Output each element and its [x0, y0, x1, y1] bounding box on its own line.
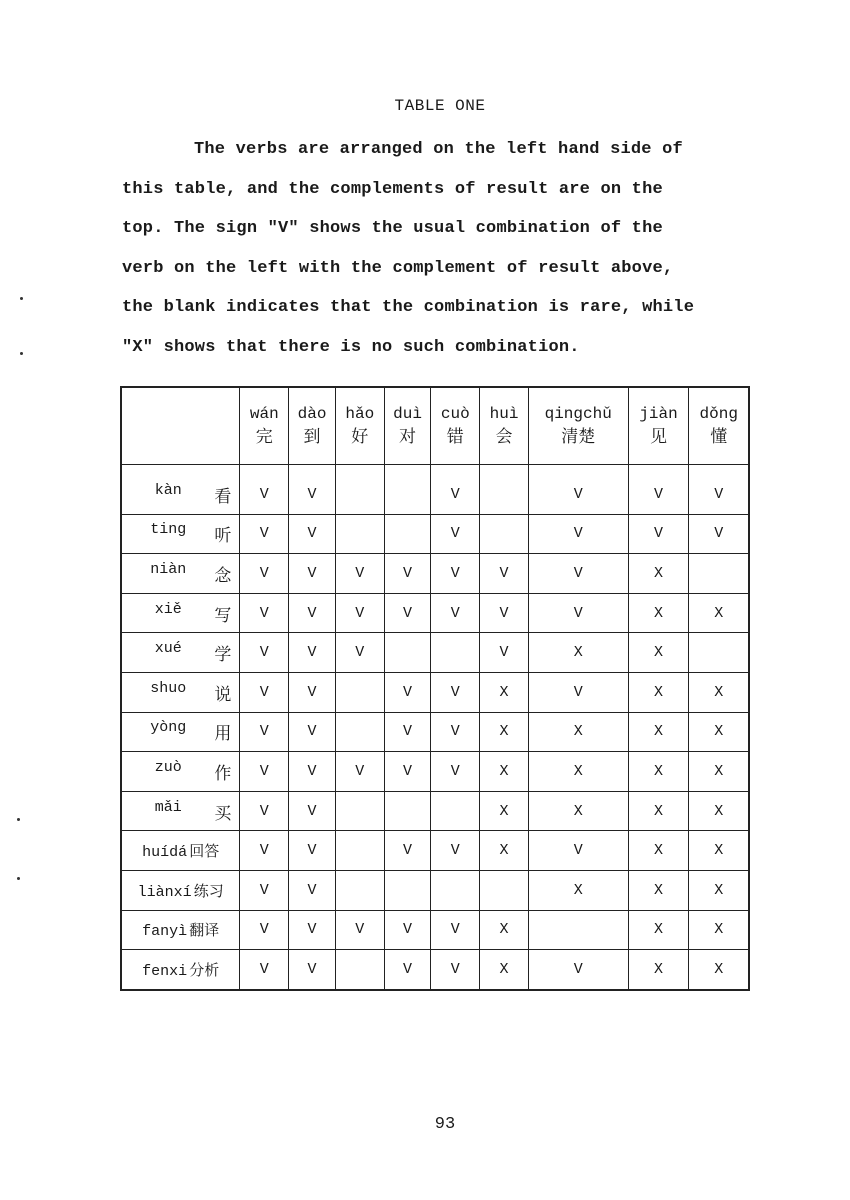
mark-cell: V — [384, 554, 431, 594]
mark-cell: X — [480, 752, 529, 792]
mark-cell — [431, 633, 480, 673]
verb-cell — [121, 672, 240, 712]
table-row — [121, 554, 749, 594]
mark-cell — [384, 514, 431, 554]
mark-cell: V — [240, 554, 289, 594]
mark-cell: X — [689, 870, 749, 910]
column-header — [335, 387, 384, 465]
verb-cell — [121, 514, 240, 554]
column-header — [528, 387, 628, 465]
table-row — [121, 910, 749, 950]
column-pinyin: huì — [489, 405, 519, 423]
mark-cell: X — [628, 831, 689, 871]
mark-cell: X — [628, 593, 689, 633]
verb-cell — [121, 791, 240, 831]
mark-cell — [335, 465, 384, 515]
paragraph-line: The verbs are arranged on the left hand side of — [194, 140, 683, 159]
verb-cell — [121, 554, 240, 594]
paragraph-line: "X" shows that there is no such combination. — [122, 337, 580, 357]
mark-cell: X — [480, 712, 529, 752]
mark-cell — [480, 465, 529, 515]
mark-cell: V — [431, 672, 480, 712]
mark-cell: V — [431, 465, 480, 515]
paragraph-line: this table, and the complements of result are on the — [122, 179, 663, 199]
verb-cell — [121, 831, 240, 871]
mark-cell: V — [431, 514, 480, 554]
verb-pinyin: huídá — [142, 844, 188, 862]
page-number: 93 — [434, 1115, 456, 1134]
mark-cell: V — [240, 593, 289, 633]
mark-cell: X — [689, 950, 749, 990]
combination-table — [120, 386, 750, 991]
mark-cell: V — [289, 514, 336, 554]
table-row — [121, 831, 749, 871]
mark-cell: V — [480, 633, 529, 673]
mark-cell: X — [628, 870, 689, 910]
table-row — [121, 465, 749, 515]
table-row — [121, 514, 749, 554]
mark-cell: V — [480, 554, 529, 594]
mark-cell — [384, 791, 431, 831]
mark-cell: V — [628, 465, 689, 515]
mark-cell: X — [628, 633, 689, 673]
mark-cell — [480, 870, 529, 910]
mark-cell — [689, 633, 749, 673]
scan-speck — [17, 877, 20, 880]
mark-cell: V — [289, 633, 336, 673]
verb-pinyin: zuò — [154, 758, 182, 776]
mark-cell: V — [384, 672, 431, 712]
mark-cell — [335, 950, 384, 990]
mark-cell: V — [335, 752, 384, 792]
mark-cell: X — [689, 791, 749, 831]
mark-cell: V — [289, 672, 336, 712]
scan-speck — [20, 297, 23, 300]
verb-hanzi: 念 — [214, 565, 232, 586]
mark-cell: X — [689, 593, 749, 633]
mark-cell — [384, 633, 431, 673]
mark-cell: V — [628, 514, 689, 554]
verb-hanzi: 翻译 — [189, 921, 220, 940]
mark-cell: V — [528, 593, 628, 633]
column-hanzi: 见 — [649, 427, 667, 447]
column-hanzi: 清楚 — [561, 427, 596, 447]
mark-cell: X — [480, 791, 529, 831]
table-row — [121, 752, 749, 792]
verb-cell — [121, 465, 240, 515]
mark-cell: X — [528, 752, 628, 792]
mark-cell: V — [384, 831, 431, 871]
mark-cell — [384, 465, 431, 515]
mark-cell: V — [289, 950, 336, 990]
mark-cell: X — [628, 791, 689, 831]
corner-cell — [121, 387, 240, 465]
column-pinyin: hǎo — [345, 405, 375, 423]
verb-pinyin: kàn — [154, 481, 182, 499]
header-row — [121, 387, 749, 465]
column-header — [480, 387, 529, 465]
mark-cell: V — [240, 870, 289, 910]
column-hanzi: 会 — [495, 427, 513, 447]
column-header — [384, 387, 431, 465]
verb-pinyin: mǎi — [154, 798, 182, 816]
mark-cell: V — [431, 593, 480, 633]
mark-cell: X — [528, 633, 628, 673]
column-header — [289, 387, 336, 465]
mark-cell — [528, 910, 628, 950]
mark-cell — [335, 870, 384, 910]
mark-cell: X — [480, 672, 529, 712]
mark-cell: X — [528, 870, 628, 910]
mark-cell: X — [628, 554, 689, 594]
mark-cell: V — [689, 514, 749, 554]
mark-cell: V — [528, 831, 628, 871]
mark-cell: V — [689, 465, 749, 515]
verb-cell — [121, 950, 240, 990]
verb-hanzi: 听 — [214, 526, 232, 547]
column-hanzi: 完 — [255, 427, 273, 447]
verb-pinyin: ting — [150, 521, 187, 539]
mark-cell: V — [528, 465, 628, 515]
scan-speck — [20, 352, 23, 355]
mark-cell: V — [335, 633, 384, 673]
mark-cell: X — [528, 712, 628, 752]
mark-cell: V — [480, 593, 529, 633]
mark-cell: V — [240, 712, 289, 752]
verb-hanzi: 练习 — [193, 881, 224, 900]
mark-cell: V — [240, 950, 289, 990]
verb-pinyin: fenxi — [142, 962, 188, 980]
mark-cell: V — [528, 514, 628, 554]
column-pinyin: qingchǔ — [544, 405, 612, 423]
mark-cell: X — [628, 712, 689, 752]
mark-cell: X — [628, 752, 689, 792]
verb-pinyin: liànxí — [137, 883, 192, 901]
mark-cell: X — [628, 950, 689, 990]
mark-cell — [335, 831, 384, 871]
mark-cell: X — [528, 791, 628, 831]
column-header — [240, 387, 289, 465]
column-header — [689, 387, 749, 465]
mark-cell: V — [431, 752, 480, 792]
column-hanzi: 错 — [446, 427, 464, 447]
verb-cell — [121, 870, 240, 910]
column-pinyin: wán — [249, 405, 279, 423]
paragraph-line: verb on the left with the complement of result above, — [122, 258, 674, 278]
mark-cell: X — [689, 672, 749, 712]
verb-pinyin: yòng — [150, 719, 187, 737]
column-header — [628, 387, 689, 465]
verb-pinyin: xué — [154, 640, 182, 658]
mark-cell: V — [384, 910, 431, 950]
column-hanzi: 好 — [351, 427, 369, 447]
mark-cell: V — [384, 752, 431, 792]
mark-cell: V — [289, 831, 336, 871]
verb-pinyin: fanyì — [142, 923, 188, 941]
verb-hanzi: 写 — [214, 605, 232, 626]
verb-hanzi: 学 — [214, 645, 232, 666]
column-hanzi: 对 — [399, 427, 417, 447]
mark-cell: X — [480, 950, 529, 990]
mark-cell: V — [528, 672, 628, 712]
table-row — [121, 791, 749, 831]
mark-cell: V — [431, 831, 480, 871]
mark-cell: V — [431, 712, 480, 752]
table-row — [121, 950, 749, 990]
mark-cell — [480, 514, 529, 554]
verb-hanzi: 用 — [214, 724, 232, 745]
mark-cell: V — [289, 465, 336, 515]
verb-hanzi: 买 — [214, 803, 232, 824]
mark-cell: V — [240, 465, 289, 515]
column-pinyin: duì — [393, 405, 422, 423]
mark-cell — [335, 514, 384, 554]
mark-cell: V — [431, 910, 480, 950]
mark-cell: X — [689, 910, 749, 950]
scan-speck — [17, 818, 20, 821]
mark-cell: V — [240, 672, 289, 712]
mark-cell — [431, 791, 480, 831]
verb-hanzi: 作 — [214, 763, 232, 784]
mark-cell: X — [480, 831, 529, 871]
table-row — [121, 593, 749, 633]
mark-cell: X — [628, 910, 689, 950]
mark-cell: V — [431, 554, 480, 594]
table-row — [121, 870, 749, 910]
column-hanzi: 到 — [303, 427, 321, 447]
column-pinyin: jiàn — [639, 405, 678, 423]
verb-hanzi: 分析 — [189, 960, 220, 979]
mark-cell: V — [289, 910, 336, 950]
mark-cell: V — [335, 910, 384, 950]
table-row — [121, 712, 749, 752]
mark-cell — [335, 712, 384, 752]
paragraph-line: the blank indicates that the combination is rare, while — [122, 298, 695, 317]
mark-cell: V — [384, 950, 431, 990]
mark-cell — [335, 791, 384, 831]
column-pinyin: cuò — [440, 405, 470, 423]
column-pinyin: dǒng — [699, 405, 738, 423]
mark-cell: V — [335, 593, 384, 633]
verb-cell — [121, 752, 240, 792]
mark-cell: V — [289, 554, 336, 594]
verb-hanzi: 说 — [214, 684, 232, 705]
mark-cell: V — [431, 950, 480, 990]
table-title: TABLE ONE — [394, 97, 486, 115]
mark-cell: V — [384, 712, 431, 752]
mark-cell: V — [335, 554, 384, 594]
mark-cell: X — [689, 712, 749, 752]
mark-cell: X — [689, 831, 749, 871]
column-hanzi: 懂 — [710, 427, 728, 447]
column-header — [431, 387, 480, 465]
mark-cell — [431, 870, 480, 910]
mark-cell: V — [240, 791, 289, 831]
column-pinyin: dào — [297, 405, 327, 423]
verb-pinyin: niàn — [150, 560, 187, 578]
mark-cell: X — [480, 910, 529, 950]
mark-cell: V — [289, 752, 336, 792]
mark-cell — [384, 870, 431, 910]
verb-cell — [121, 593, 240, 633]
mark-cell — [335, 672, 384, 712]
mark-cell: V — [289, 870, 336, 910]
mark-cell: X — [628, 672, 689, 712]
mark-cell: V — [528, 950, 628, 990]
verb-cell — [121, 712, 240, 752]
verb-pinyin: xiě — [154, 600, 182, 618]
mark-cell: V — [240, 831, 289, 871]
mark-cell: V — [289, 791, 336, 831]
mark-cell — [689, 554, 749, 594]
table-row — [121, 633, 749, 673]
verb-cell — [121, 633, 240, 673]
mark-cell: V — [289, 593, 336, 633]
table-row — [121, 672, 749, 712]
mark-cell: V — [528, 554, 628, 594]
intro-paragraph — [122, 130, 772, 367]
verb-hanzi: 回答 — [189, 842, 220, 861]
paragraph-line: top. The sign "V" shows the usual combination of the — [122, 219, 663, 238]
mark-cell: V — [240, 633, 289, 673]
verb-hanzi: 看 — [214, 486, 232, 507]
mark-cell: V — [384, 593, 431, 633]
mark-cell: V — [240, 910, 289, 950]
mark-cell: V — [240, 514, 289, 554]
mark-cell: V — [240, 752, 289, 792]
mark-cell: X — [689, 752, 749, 792]
verb-pinyin: shuo — [150, 679, 187, 697]
verb-cell — [121, 910, 240, 950]
mark-cell: V — [289, 712, 336, 752]
